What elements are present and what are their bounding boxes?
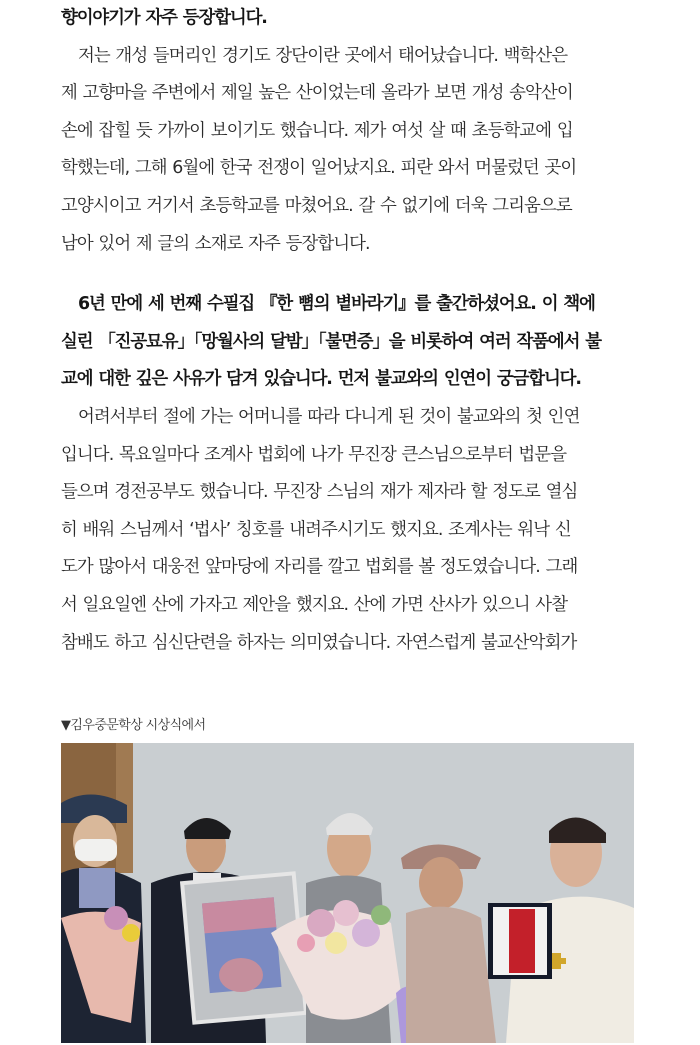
paragraph-line: 저는 개성 들머리인 경기도 장단이란 곳에서 태어났습니다. 백학산은 [78,45,568,66]
paragraph-line: 서 일요일엔 산에 가자고 제안을 했지요. 산에 가면 산사가 있으니 사찰 [61,594,568,615]
paragraph-line: 제 고향마을 주변에서 제일 높은 산이었는데 올라가 보면 개성 송악산이 [61,83,573,104]
answer-continuation-line: 향이야기가 자주 등장합니다. [61,8,267,28]
paragraph-gap [61,263,635,286]
paragraph-line: 참배도 하고 심신단련을 하자는 의미였습니다. 자연스럽게 불교산악회가 [61,632,577,653]
question-line: 6년 만에 세 번째 수필집 『한 뼘의 볕바라기』를 출간하셨어요. 이 책에 [78,294,595,315]
paragraph-line: 들으며 경전공부도 했습니다. 무진장 스님의 재가 제자라 할 정도로 열심 [61,482,578,503]
paragraph-line: 고양시이고 거기서 초등학교를 마쳤어요. 갈 수 없기에 더욱 그리움으로 [61,195,572,216]
ceremony-photo [61,743,634,1043]
triangle-down-icon: ▼ [61,718,71,733]
paragraph-line: 입니다. 목요일마다 조계사 법회에 나가 무진장 큰스님으로부터 법문을 [61,444,567,465]
answer-paragraph [61,38,635,264]
paragraph-line: 남아 있어 제 글의 소재로 자주 등장합니다. [61,233,370,254]
paragraph-line: 어려서부터 절에 가는 어머니를 따라 다니게 된 것이 불교와의 첫 인연 [78,406,580,427]
paragraph-line: 히 배워 스님께서 ‘법사’ 칭호를 내려주시기도 했지요. 조계사는 워낙 신 [61,519,571,540]
question-line: 실린 「진공묘유」「망월사의 달밤」「불면증」을 비롯하여 여러 작품에서 불 [61,331,601,352]
paragraph-line: 학했는데, 그해 6월에 한국 전쟁이 일어났지요. 피란 와서 머물렀던 곳이 [61,158,577,179]
article-body [61,0,635,662]
photo-caption [61,714,205,733]
question-line: 교에 대한 깊은 사유가 담겨 있습니다. 먼저 불교와의 인연이 궁금합니다. [61,369,581,390]
question-paragraph [61,286,635,399]
caption-text: 김우중문학상 시상식에서 [70,718,206,733]
paragraph-line: 도가 많아서 대웅전 앞마당에 자리를 깔고 법회를 볼 정도였습니다. 그래 [61,557,578,578]
answer-paragraph [61,399,635,662]
paragraph-line: 손에 잡힐 듯 가까이 보이기도 했습니다. 제가 여섯 살 때 초등학교에 입 [61,120,573,141]
